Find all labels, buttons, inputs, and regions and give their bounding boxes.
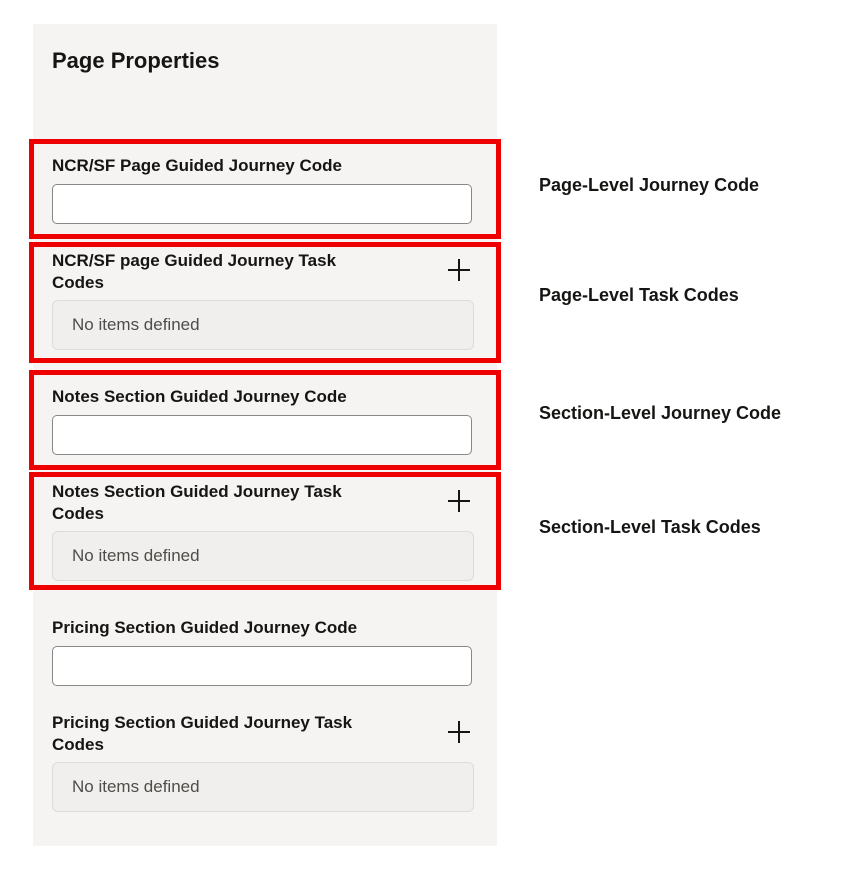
annotation-page-level-journey-code: Page-Level Journey Code [539, 175, 760, 195]
plus-icon [445, 487, 473, 515]
pricing-section-journey-code-label: Pricing Section Guided Journey Code [52, 618, 358, 637]
pricing-section-task-codes-list: No items defined [52, 762, 474, 812]
ncr-sf-page-task-codes-label: NCR/SF page Guided Journey Task Codes [52, 251, 337, 292]
panel-title: Page Properties [52, 48, 220, 73]
pricing-section-journey-code-input[interactable] [52, 646, 472, 686]
ncr-sf-page-journey-code-input[interactable] [52, 184, 472, 224]
plus-icon [445, 718, 473, 746]
ncr-sf-page-task-codes-list: No items defined [52, 300, 474, 350]
notes-section-journey-code-input[interactable] [52, 415, 472, 455]
add-ncr-sf-page-task-code-button[interactable] [445, 256, 473, 284]
annotation-section-level-journey-code: Section-Level Journey Code [539, 403, 782, 423]
ncr-sf-page-journey-code-label: NCR/SF Page Guided Journey Code [52, 156, 342, 175]
annotation-section-level-task-codes: Section-Level Task Codes [539, 517, 761, 537]
notes-section-journey-code-label: Notes Section Guided Journey Code [52, 387, 347, 406]
add-pricing-section-task-code-button[interactable] [445, 718, 473, 746]
add-notes-section-task-code-button[interactable] [445, 487, 473, 515]
notes-section-task-codes-label: Notes Section Guided Journey Task Codes [52, 482, 342, 523]
annotation-page-level-task-codes: Page-Level Task Codes [539, 285, 739, 305]
notes-section-task-codes-list: No items defined [52, 531, 474, 581]
plus-icon [445, 256, 473, 284]
pricing-section-task-codes-label: Pricing Section Guided Journey Task Codes [52, 713, 353, 754]
